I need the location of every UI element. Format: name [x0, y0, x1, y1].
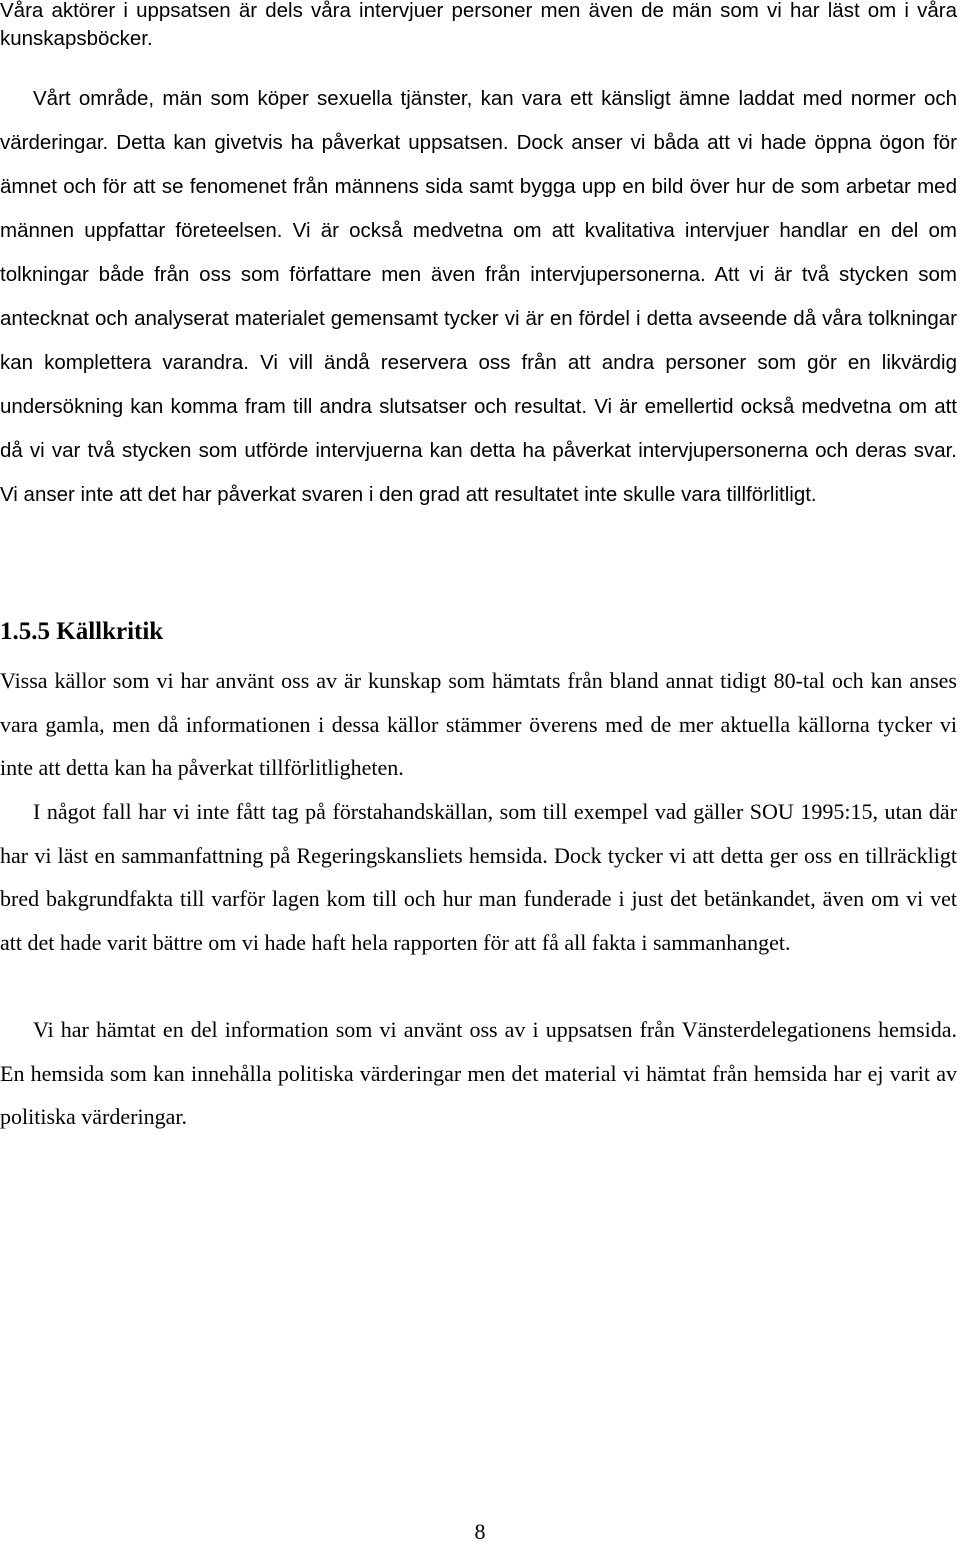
section-heading: 1.5.5 Källkritik [0, 618, 164, 645]
paragraph-sources-website: Vi har hämtat en del information som vi använt oss av i uppsatsen från Vänsterdelegationens hemsida. En hemsida som kan innehålla politiska värderingar men det material vi hämtat från hemsida har ej varit av politiska värderingar. [0, 1017, 957, 1129]
page-number: 8 [474, 1519, 486, 1544]
paragraph-sources-secondhand: I något fall har vi inte fått tag på förstahandskällan, som till exempel vad gäller SOU 1995:15, utan där har vi läst en sammanfattning på Regeringskansliets hemsida. Dock tycker vi att detta ger oss en tillräckligt bred bakgrundfakta till varför lagen kom till och hur man funderade i just det betänkandet, även om vi vet att det hade varit bättre om vi hade haft hela rapporten för att få all fakta i sammanhanget. [0, 799, 957, 955]
paragraph-area-reflection: Vårt område, män som köper sexuella tjänster, kan vara ett känsligt ämne laddat med normer och värderingar. Detta kan givetvis ha påverkat uppsatsen. Dock anser vi båda att vi hade öppna ögon för ämnet och för att se fenomenet från männens sida samt bygga upp en bild över hur de som arbetar med männen uppfattar företeelsen. Vi är också medvetna om att kvalitativa intervjuer handlar en del om tolkningar både från oss som författare men även från intervjupersonerna. Att vi är två stycken som antecknat och analyserat materialet gemensamt tycker vi är en fördel i detta avseende då våra tolkningar kan komplettera varandra. Vi vill ändå reservera oss från att andra personer som gör en likvärdig undersökning kan komma fram till andra slutsatser och resultat. Vi är emellertid också medvetna om att då vi var två stycken som utförde intervjuerna kan detta ha påverkat intervjupersonerna och deras svar. Vi anser inte att det har påverkat svaren i den grad att resultatet inte skulle vara tillförlitligt. [0, 87, 957, 506]
paragraph-actors: Våra aktörer i uppsatsen är dels våra intervjuer personer men även de män som vi har läst om i våra kunskapsböcker. [0, 0, 957, 50]
paragraph-sources-age: Vissa källor som vi har använt oss av är kunskap som hämtats från bland annat tidigt 80-tal och kan anses vara gamla, men då informationen i dessa källor stämmer överens med de mer aktuella källorna tycker vi inte att detta kan ha påverkat tillförlitligheten. [0, 668, 957, 780]
